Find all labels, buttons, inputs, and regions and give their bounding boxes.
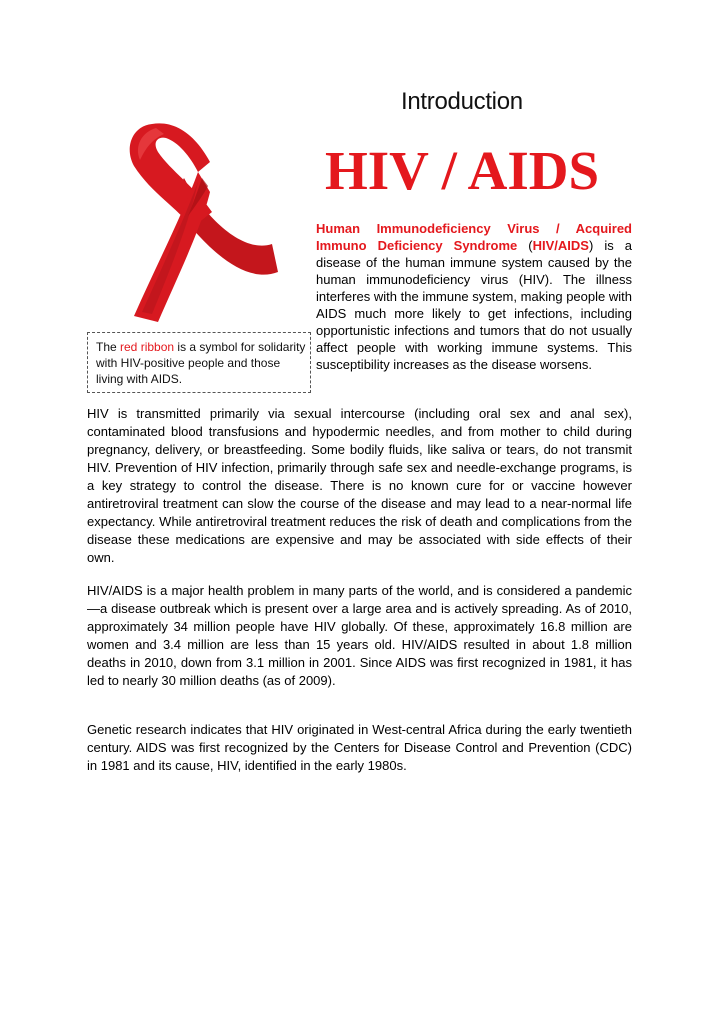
- intro-paragraph: [316, 220, 632, 373]
- caption-prefix: The: [96, 340, 121, 354]
- body-paragraph-transmission: HIV is transmitted primarily via sexual intercourse (including oral sex and anal sex), contaminated blood transfusions and hypodermic needles, and from mother to child during pregnancy, delivery, or breastfeeding. Some bodily fluids, like saliva or tears, do not transmit HIV. Prevention of HIV infection, primarily through safe sex and needle-exchange programs, is a key strategy to control the disease. There is no known cure for or vaccine however antiretroviral treatment can slow the course of the disease and may lead to a near-normal life expectancy. While antiretroviral treatment reduces the risk of death and complications from the disease these medications are expensive and may be associated with side effects of their own.: [87, 406, 632, 565]
- body-paragraph-origin: Genetic research indicates that HIV originated in West-central Africa during the early twentieth century. AIDS was first recognized by the Centers for Disease Control and Prevention (CDC) in 1981 and its cause, HIV, identified in the early 1980s.: [87, 722, 632, 773]
- paren-open: (: [517, 238, 533, 253]
- main-title: HIV / AIDS: [325, 140, 600, 201]
- ribbon-caption: [87, 332, 311, 393]
- red-ribbon-icon: [112, 116, 282, 324]
- intro-text: is a disease of the human immune system caused by the human immunodeficiency virus (HIV). The illness interferes with the immune system, making people with AIDS much more likely to get infections, including opportunistic infections and tumors that do not usually affect people with working immune systems. This susceptibility increases as the disease worsens.: [316, 238, 632, 372]
- acronym-expansion: Human Immunodeficiency Virus / Acquired Immuno Deficiency Syndrome: [316, 221, 632, 253]
- body-paragraph-pandemic: HIV/AIDS is a major health problem in many parts of the world, and is considered a pandemic—a disease outbreak which is present over a large area and is actively spreading. As of 2010, approximately 34 million people have HIV globally. Of these, approximately 16.8 million are women and 3.4 million are less than 15 years old. HIV/AIDS resulted in about 1.8 million deaths in 2010, down from 3.1 million in 2001. Since AIDS was first recognized in 1981, it has led to nearly 30 million deaths (as of 2009).: [87, 583, 632, 688]
- caption-highlight: red ribbon: [120, 340, 175, 354]
- section-title: Introduction: [401, 88, 523, 115]
- acronym: HIV/AIDS: [532, 238, 589, 253]
- caption-suffix: is a symbol for solidarity with HIV-positive people and those living with AIDS.: [96, 340, 306, 386]
- paren-close: ): [588, 238, 594, 253]
